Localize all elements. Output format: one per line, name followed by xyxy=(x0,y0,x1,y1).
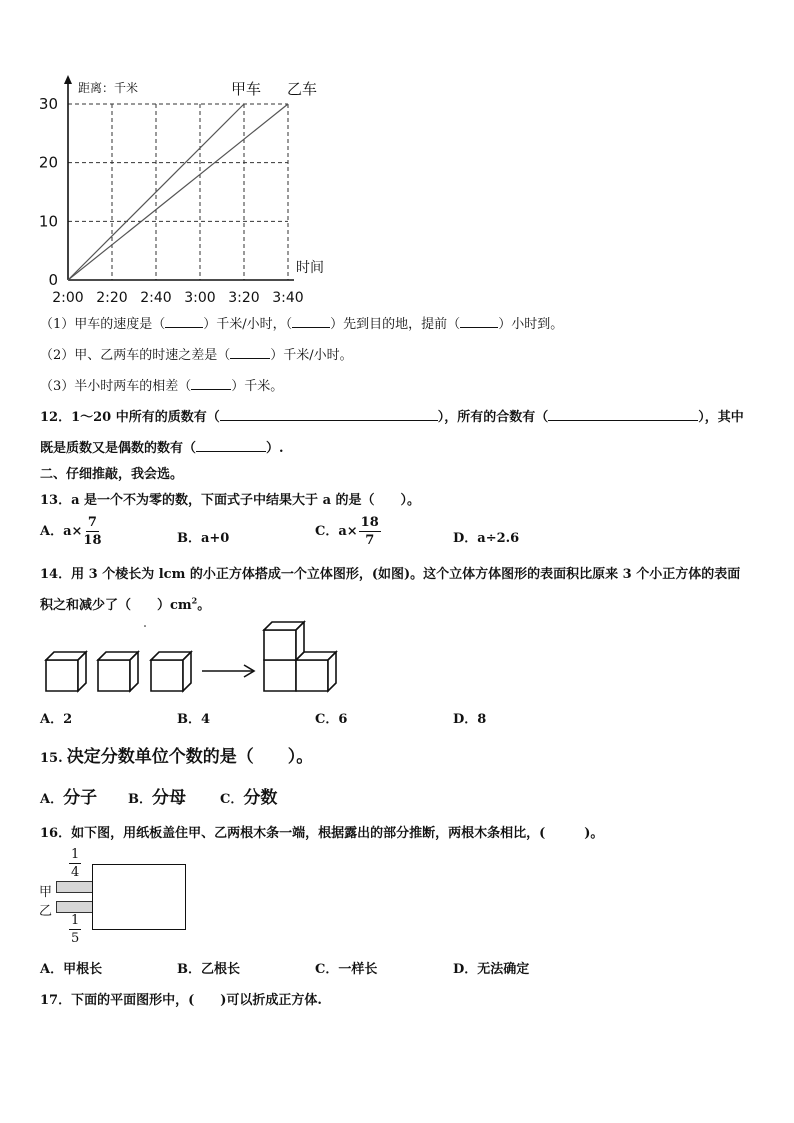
q11-p2-a: （2）甲、乙两车的时速之差是（ xyxy=(40,348,231,363)
q13-option-c[interactable] xyxy=(315,516,382,547)
q13-a-label: A．a× xyxy=(40,524,83,539)
q14-option-d[interactable]: D．8 xyxy=(453,712,487,727)
q12-text-b: ），所有的合数有（ xyxy=(437,410,549,425)
q12-line1 xyxy=(40,406,744,425)
q15-option-b[interactable]: B．分母 xyxy=(128,788,186,808)
q16-figure xyxy=(36,848,196,948)
distance-time-chart xyxy=(30,74,350,314)
q13-c-fraction: $\frac{18}{7}$ xyxy=(360,515,379,548)
q15-number: 15. xyxy=(40,751,63,766)
x-axis-label: 时间 xyxy=(296,260,324,276)
q16-fraction-bottom: $\frac{1}{5}$ xyxy=(71,913,80,946)
x-tick-4: 3:20 xyxy=(228,290,260,306)
q11-blank-early[interactable] xyxy=(460,315,498,328)
q11-p3-a: （3）半小时两车的相差（ xyxy=(40,379,192,394)
q15-stem-row xyxy=(40,742,313,767)
q16-fraction-top: $\frac{1}{4}$ xyxy=(71,847,80,880)
q14-stem-line2 xyxy=(40,594,210,613)
chart-labels xyxy=(39,80,324,306)
q12-blank-primes[interactable] xyxy=(220,408,438,421)
q11-p3-b: ）千米。 xyxy=(231,379,284,394)
q14-option-c[interactable]: C．6 xyxy=(315,712,348,727)
q13-option-b[interactable]: B．a+0 xyxy=(177,531,230,546)
q15-option-c[interactable]: C．分数 xyxy=(220,788,278,808)
q14-stem2-end: 。 xyxy=(197,598,211,613)
q12-text-d: 既是质数又是偶数的数有（ xyxy=(40,441,197,456)
q16-option-a[interactable]: A．甲根长 xyxy=(40,962,103,977)
stick-yi xyxy=(56,901,96,913)
q16-label-yi: 乙 xyxy=(39,904,53,919)
q16-option-b[interactable]: B．乙根长 xyxy=(177,962,240,977)
series-label-0: 甲车 xyxy=(230,80,262,98)
q12-line2 xyxy=(40,437,284,456)
q16-option-d[interactable]: D．无法确定 xyxy=(453,962,530,977)
y-tick-0: 0 xyxy=(48,271,58,289)
q11-p1-d: ）小时到。 xyxy=(498,317,564,332)
q11-p2-b: ）千米/小时。 xyxy=(270,348,353,363)
q16-option-c[interactable]: C．一样长 xyxy=(315,962,378,977)
y-tick-30: 30 xyxy=(38,95,58,113)
q12-text-a: 12．1～20 中所有的质数有（ xyxy=(40,410,220,425)
y-axis-arrow xyxy=(64,75,72,84)
q14-option-b[interactable]: B．4 xyxy=(177,712,211,727)
q13-option-a[interactable] xyxy=(40,516,103,547)
q13-option-d[interactable]: D．a÷2.6 xyxy=(453,531,520,546)
q15-stem: 决定分数单位个数的是（ ）。 xyxy=(66,747,314,767)
single-cube-2 xyxy=(98,652,138,691)
q11-blank-which-car[interactable] xyxy=(292,315,330,328)
q16-stem: 16．如下图，用纸板盖住甲、乙两根木条一端，根据露出的部分推断，两根木条相比，( )。 xyxy=(40,826,604,841)
q13-stem: 13．a 是一个不为零的数，下面式子中结果大于 a 的是（ ）。 xyxy=(40,493,421,508)
arrow-icon xyxy=(202,665,254,677)
x-tick-3: 3:00 xyxy=(184,290,216,306)
q11-p1-b: ）千米/小时，（ xyxy=(203,317,293,332)
q16-label-jia: 甲 xyxy=(39,885,53,900)
q11-part3 xyxy=(40,375,283,394)
q14-superscript: 2 xyxy=(191,595,198,606)
single-cube-1 xyxy=(46,652,86,691)
series-line-1 xyxy=(68,104,288,280)
q11-part2 xyxy=(40,344,353,363)
y-tick-10: 10 xyxy=(38,212,58,231)
cardboard-cover xyxy=(92,864,186,930)
q12-text-e: ）. xyxy=(266,441,284,456)
series-label-1: 乙车 xyxy=(286,80,318,98)
y-tick-20: 20 xyxy=(38,153,58,172)
q11-blank-speed[interactable] xyxy=(165,315,203,328)
section-2-title: 二、仔细推敲，我会选。 xyxy=(40,467,184,482)
q14-stem-line1: 14．用 3 个棱长为 lcm 的小正方体搭成一个立体图形，(如图)。这个立体方体图形的表面积比原来 3 个小正方体的表面 xyxy=(40,567,741,582)
cubes-figure xyxy=(40,618,350,698)
x-tick-5: 3:40 xyxy=(272,290,304,306)
q11-blank-gap[interactable] xyxy=(191,377,231,390)
x-tick-2: 2:40 xyxy=(140,290,172,306)
chart-series xyxy=(68,104,288,280)
q15-option-a[interactable]: A．分子 xyxy=(40,788,98,808)
q11-part1 xyxy=(40,313,563,332)
q17-stem: 17．下面的平面图形中，( )可以折成正方体. xyxy=(40,993,322,1008)
q13-c-label: C．a× xyxy=(315,524,358,539)
q13-a-fraction: $\frac{7}{18}$ xyxy=(83,515,102,548)
q12-blank-composites[interactable] xyxy=(548,408,698,421)
q12-blank-even-prime[interactable] xyxy=(196,439,266,452)
q14-option-a[interactable]: A．2 xyxy=(40,712,73,727)
q11-p1-a: （1）甲车的速度是（ xyxy=(40,317,166,332)
single-cube-3 xyxy=(151,652,191,691)
q11-p1-c: ）先到目的地，提前（ xyxy=(330,317,461,332)
x-tick-0: 2:00 xyxy=(52,290,84,306)
combined-cubes xyxy=(264,622,336,691)
q14-stem2-text: 积之和减少了（ ）cm xyxy=(40,598,192,613)
q11-blank-diff[interactable] xyxy=(230,346,270,359)
q12-text-c: ），其中 xyxy=(698,410,744,425)
x-tick-1: 2:20 xyxy=(96,290,128,306)
stick-jia xyxy=(56,881,96,893)
y-axis-label: 距离：千米 xyxy=(78,81,139,95)
